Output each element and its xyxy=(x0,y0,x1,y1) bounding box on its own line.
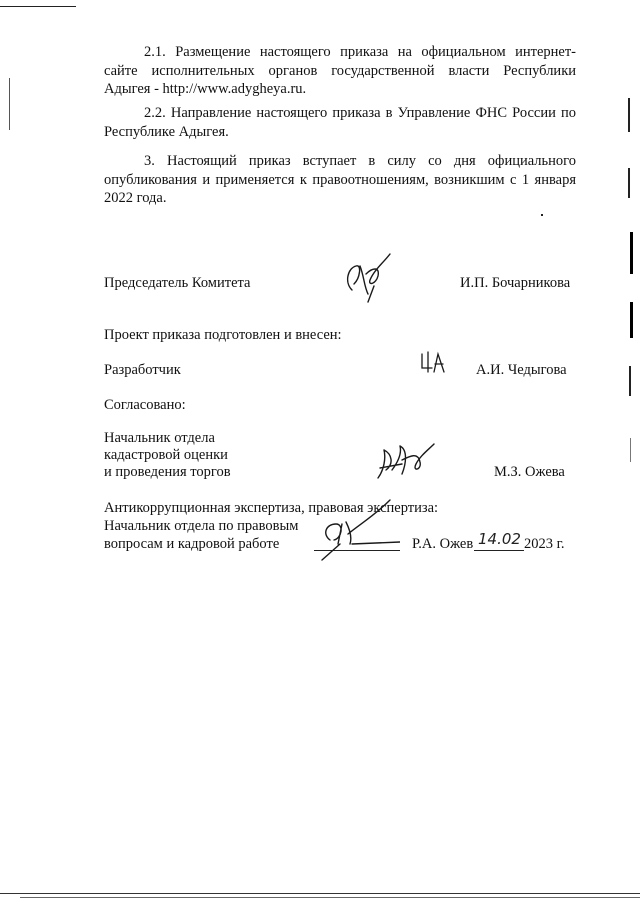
scan-edge-right-5 xyxy=(629,366,631,396)
clause-3-line-3: 2022 года. xyxy=(104,190,167,206)
expertise-label: Антикоррупционная экспертиза, правовая экспертиза: xyxy=(104,500,439,516)
scan-edge-right-1 xyxy=(628,98,630,132)
clause-2-2-line-1: 2.2. Направление настоящего приказа в Управление ФНС России по xyxy=(144,105,576,121)
scan-edge-right-6 xyxy=(630,438,631,462)
clause-2-1-line-1: 2.1. Размещение настоящего приказа на официальном интернет- xyxy=(144,44,576,60)
legal-head-year: 2023 г. xyxy=(524,536,565,552)
scan-edge-right-3 xyxy=(630,232,633,274)
scan-edge-right-2 xyxy=(628,168,630,198)
developer-signature xyxy=(418,348,448,380)
clause-2-2 xyxy=(104,104,576,141)
prepared-label: Проект приказа подготовлен и внесен: xyxy=(104,327,342,343)
chairman-name: И.П. Бочарникова xyxy=(460,275,571,291)
clause-3 xyxy=(104,152,576,208)
head-dept-title-line-1: Начальник отдела xyxy=(104,430,215,446)
legal-head-title-line-2: вопросам и кадровой работе xyxy=(104,536,280,552)
scan-edge-bottom-1 xyxy=(0,893,640,894)
scan-edge-bottom-2 xyxy=(20,897,640,898)
legal-head-date-underline xyxy=(474,550,524,551)
legal-head-signature xyxy=(316,494,400,564)
clause-2-1-line-2: сайте исполнительных органов государственной власти Республики xyxy=(104,62,576,79)
scan-edge-left-1 xyxy=(9,78,10,130)
clause-2-2-line-2: Республике Адыгея. xyxy=(104,123,229,140)
scan-edge-top-left xyxy=(0,6,76,7)
clause-3-line-2: опубликования и применяется к правоотношениям, возникшим с 1 января xyxy=(104,171,576,188)
head-dept-name: М.З. Ожева xyxy=(494,464,565,480)
legal-head-title-line-1: Начальник отдела по правовым xyxy=(104,518,299,534)
head-dept-title-line-3: и проведения торгов xyxy=(104,464,231,480)
scan-edge-right-4 xyxy=(630,302,633,338)
scan-dot xyxy=(541,214,543,216)
agreed-label: Согласовано: xyxy=(104,397,186,413)
clause-3-line-1: 3. Настоящий приказ вступает в силу со дня официального xyxy=(144,153,576,169)
developer-name: А.И. Чедыгова xyxy=(476,362,567,378)
chairman-title: Председатель Комитета xyxy=(104,275,251,291)
clause-2-1-line-3: Адыгея - http://www.adygheya.ru. xyxy=(104,81,307,97)
chairman-signature xyxy=(338,246,398,306)
legal-head-name: Р.А. Ожев xyxy=(412,536,474,552)
clause-2-1 xyxy=(104,43,576,99)
head-dept-signature xyxy=(372,440,438,484)
developer-title: Разработчик xyxy=(104,362,181,378)
legal-head-date-handwritten: 14.02 xyxy=(478,530,521,548)
head-dept-title-line-2: кадастровой оценки xyxy=(104,447,228,463)
